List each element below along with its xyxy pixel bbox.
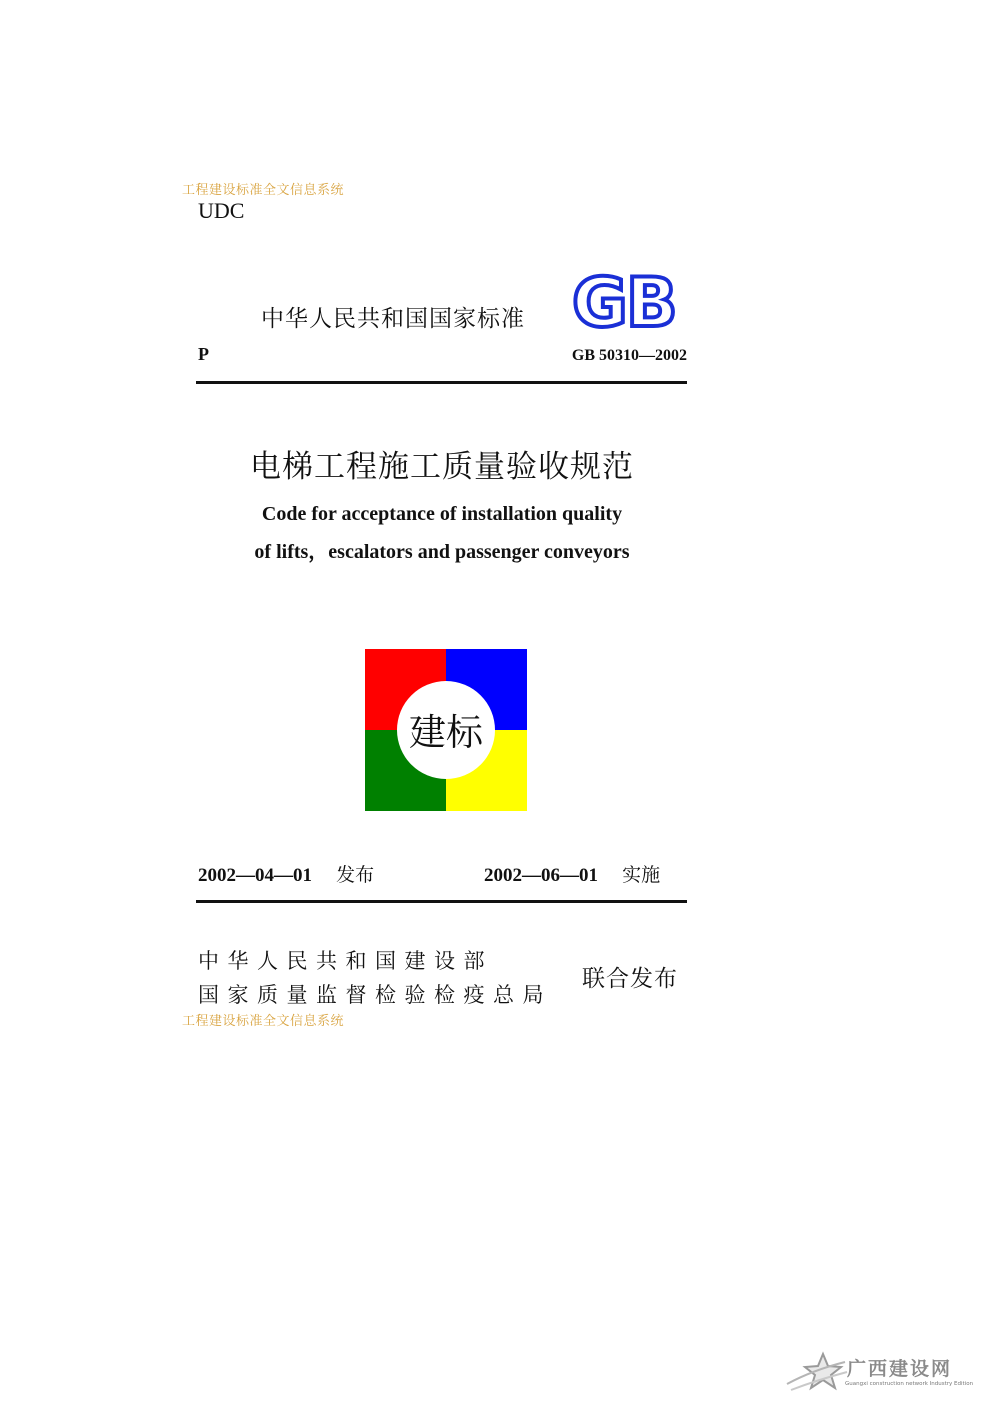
title-english-line1: Code for acceptance of installation quality <box>261 503 623 525</box>
joint-issue-label: 联合发布 <box>582 966 678 992</box>
watermark-top: 工程建设标准全文信息系统 <box>182 183 345 198</box>
implementation-date <box>484 860 660 887</box>
standard-number: GB 50310—2002 <box>571 347 687 364</box>
issuer-aqsiq: 国家质量监督检验检疫总局 <box>198 983 552 1007</box>
issue-date <box>198 860 374 887</box>
divider-top <box>196 381 687 384</box>
issue-date-label: 发布 <box>336 864 375 886</box>
implementation-date-label: 实施 <box>622 864 661 886</box>
site-subtitle: Guangxi construction network Industry Edition <box>845 1381 974 1387</box>
title-english-line2: of lifts，escalators and passenger conveyors <box>254 541 630 563</box>
site-name: 广西建设网 <box>847 1358 953 1380</box>
watermark-bottom: 工程建设标准全文信息系统 <box>182 1014 345 1029</box>
title-chinese: 电梯工程施工质量验收规范 <box>250 449 634 485</box>
standard-type: 中华人民共和国国家标准 <box>261 306 525 332</box>
gb-logo <box>572 270 688 332</box>
implementation-date-value: 2002—06—01 <box>484 865 598 886</box>
issuer-ministry-of-construction: 中华人民共和国建设部 <box>198 949 493 973</box>
classification-code: P <box>198 344 209 364</box>
divider-bottom <box>196 900 687 903</box>
emblem-text: 建标 <box>409 711 483 754</box>
jianbiao-emblem <box>365 649 527 811</box>
gb-logo-text: GB <box>572 270 676 332</box>
issue-date-value: 2002—04—01 <box>198 865 312 886</box>
star-swoosh-icon <box>787 1354 847 1390</box>
udc-label: UDC <box>198 198 245 223</box>
